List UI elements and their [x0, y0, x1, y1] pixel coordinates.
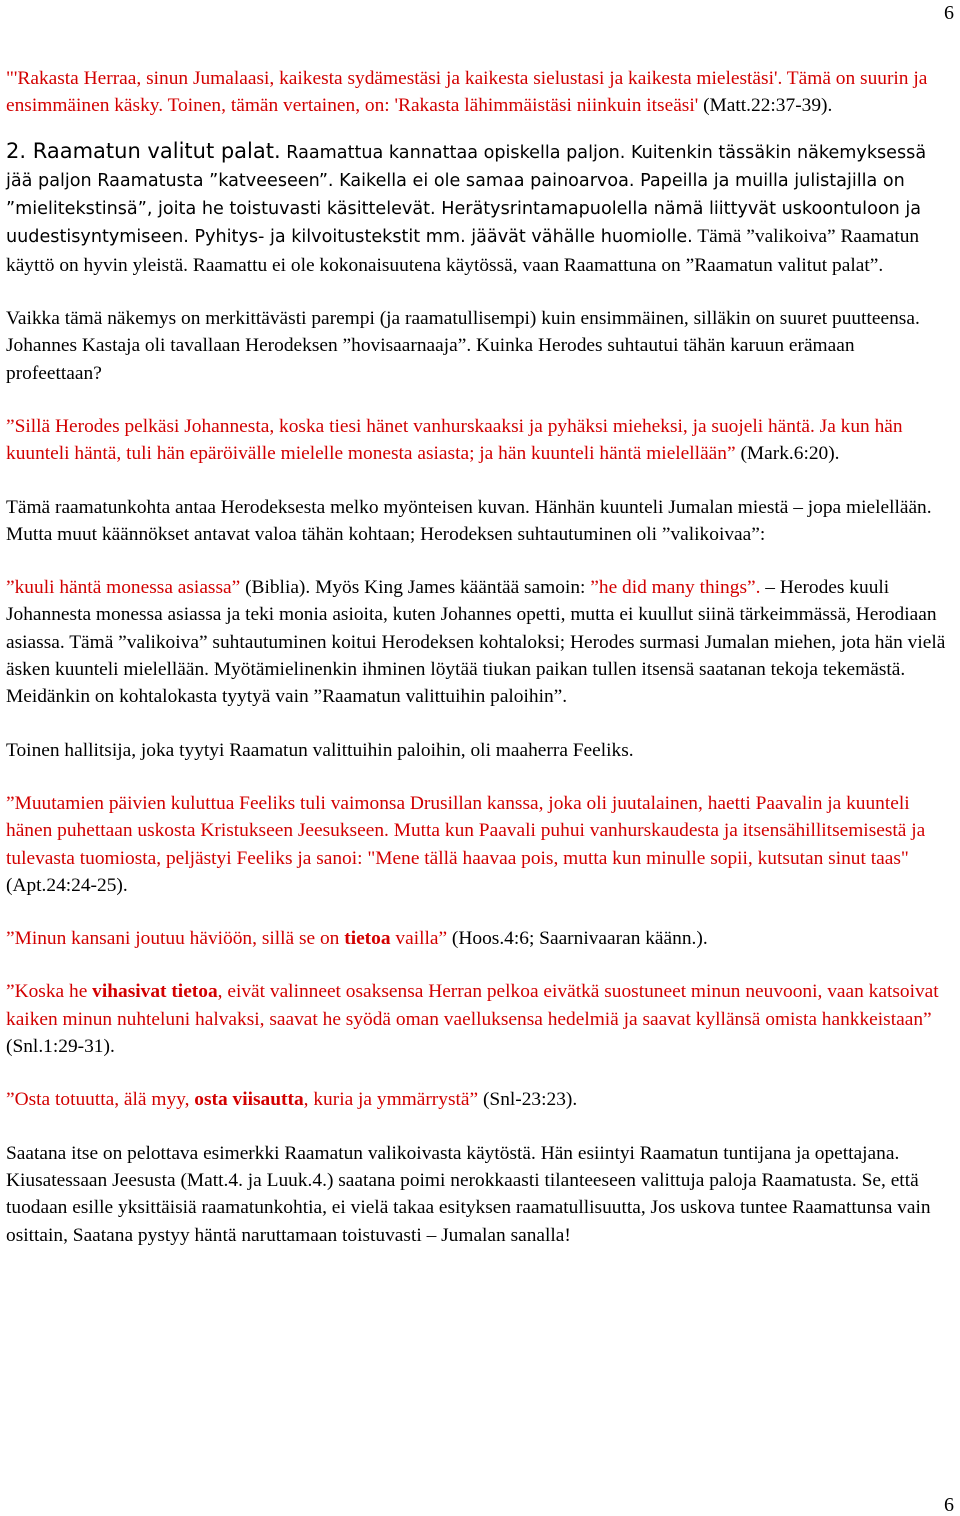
paragraph-mark-quote: [6, 413, 954, 468]
quote-text: vailla”: [390, 928, 448, 950]
quote-text: ”Koska he: [6, 981, 93, 1003]
quote-emphasis: tietoa: [344, 928, 391, 950]
quote-emphasis: vihasivat tietoa: [92, 981, 218, 1003]
document-body: [6, 65, 954, 1249]
reference: (Snl-23:23).: [478, 1089, 578, 1111]
paragraph-translations: [6, 574, 954, 710]
body-text-sans: Raamattua kannattaa opiskella paljon. Kuitenkin tässäkin näkemyksessä jää paljon Raamatusta ”katveeseen”. Kaikella ei ole samaa painoarvoa. Papeilla ja muilla julistajilla on ”mielitekstinsä”, joita he toistuvasti käsittelevät. Herätysrintamapuolella nämä liittyvät uskoontuloon ja uudestisyntymiseen. Pyhitys- ja kilvoitustekstit mm. jäävät vähälle huomiolle.: [6, 142, 927, 248]
reference: (Snl.1:29-31).: [6, 1036, 115, 1058]
page-number-top: 6: [944, 2, 954, 24]
paragraph-satan-example: Saatana itse on pelottava esimerkki Raamatun valikoivasta käytöstä. Hän esiintyi Raamatun tuntijana ja opettajana. Kiusatessaan Jeesusta (Matt.4. ja Luuk.4.) saatana poimi nerokkaasti tilanteeseen valittuja paloja Raamatusta. Se, että tuodaan esille yksittäisiä raamatunkohtia, ei vielä takaa esityksen raamatullisuutta, Jos uskova tuntee Raamattunsa vain osittain, Saatana pystyy häntä naruttamaan toistuvasti – Jumalan sanalla!: [6, 1142, 931, 1246]
quote-text: "'Rakasta Herraa, sinun Jumalaasi, kaikesta sydämestäsi ja kaikesta sielustasi ja kaikesta mielestäsi'. Tämä on suurin ja ensimmäinen käsky. Toinen, tämän vertainen, on: 'Rakasta lähimmäistäsi niinkuin itseäsi': [6, 68, 928, 117]
body-text: Tämä ”valikoiva” Raamatun käyttö on hyvin yleistä. Raamattu ei ole kokonaisuutena käytössä, vaan Raamattuna on ”Raamatun valitut palat”.: [6, 226, 920, 276]
reference: (Apt.24:24-25).: [6, 874, 128, 896]
paragraph-section-2: [6, 138, 954, 279]
reference: (Matt.22:37-39).: [703, 95, 833, 117]
quote-text: ”Sillä Herodes pelkäsi Johannesta, koska tiesi hänet vanhurskaaksi ja pyhäksi mieheksi, ja suojeli häntä. Ja kun hän kuunteli häntä, tuli hän epäröivälle mielelle monesta asiasta; ja hän kuunteli häntä mielellään”: [6, 415, 903, 465]
paragraph-acts-quote: [6, 790, 954, 899]
section-heading: 2. Raamatun valitut palat.: [6, 138, 281, 163]
paragraph-proverbs-1-quote: [6, 978, 954, 1060]
quote-text: , kuria ja ymmärrystä”: [303, 1089, 479, 1111]
quote-text: ”Minun kansani joutuu häviöön, sillä se on: [6, 928, 345, 950]
quote-emphasis: osta viisautta: [194, 1089, 304, 1111]
quote-text: ”kuuli häntä monessa asiassa”: [6, 577, 241, 599]
paragraph-selective: Tämä raamatunkohta antaa Herodeksesta melko myönteisen kuvan. Hänhän kuunteli Jumalan miestä – jopa mielellään. Mutta muut käännökset antavat valoa tähän kohtaan; Herodeksen suhtautuminen oli ”valikoivaa”:: [6, 496, 932, 545]
quote-text: , eivät valinneet osaksensa Herran pelkoa eivätkä suostuneet minun neuvooni, vaan katsoivat kaiken minun nuhteluni halvaksi, saavat he syödä oman vaelluksensa hedelmiä ja saavat kyllänsä omista hankkeistaan”: [6, 981, 939, 1030]
quote-text: ”Osta totuutta, älä myy,: [6, 1089, 195, 1111]
reference: (Mark.6:20).: [735, 443, 840, 465]
paragraph-feeliks-intro: Toinen hallitsija, joka tyytyi Raamatun valittuihin paloihin, oli maaherra Feeliks.: [6, 739, 634, 761]
reference: (Hoos.4:6; Saarnivaaran käänn.).: [447, 928, 708, 950]
body-text: – Herodes kuuli Johannesta monessa asiassa ja teki monia asioita, kuten Johannes opetti, mutta ei kuullut siinä tärkeimmässä, Herodiaan asiassa. Tämä ”valikoiva” suhtautuminen koitui Herodeksen kohtaloksi; Herodes surmasi Jumalan miehen, jota hän vielä äsken kuunteli mielellään. Myötämielinenkin ihminen löytää tiukan paikan tullen itsensä saatanan tekoja tekemästä. Meidänkin on kohtalokasta tyytyä vain ”Raamatun valittuihin paloihin”.: [6, 577, 946, 708]
page-number-bottom: 6: [944, 1494, 954, 1516]
quote-text: ”he did many things”.: [590, 577, 761, 599]
paragraph-commandment: [6, 65, 954, 120]
paragraph-hosea-quote: [6, 925, 954, 952]
paragraph-proverbs-23-quote: [6, 1086, 954, 1113]
body-text: (Biblia). Myös King James kääntää samoin:: [240, 577, 591, 599]
paragraph-herodes-intro: Vaikka tämä näkemys on merkittävästi parempi (ja raamatullisempi) kuin ensimmäinen, silläkin on suuret puutteensa. Johannes Kastaja oli tavallaan Herodeksen ”hovisaarnaaja”. Kuinka Herodes suhtautui tähän karuun erämaan profeettaan?: [6, 308, 920, 384]
quote-text: ”Muutamien päivien kuluttua Feeliks tuli vaimonsa Drusillan kanssa, joka oli juutalainen, haetti Paavalin ja kuunteli hänen puhettaan uskosta Kristukseen Jeesukseen. Mutta kun Paavali puhui vanhurskaudesta ja itsensähillitsemisestä ja tulevasta tuomiosta, peljästyi Feeliks ja sanoi: "Mene tällä haavaa pois, mutta kun minulle sopii, kutsutan sinut taas": [6, 792, 926, 869]
